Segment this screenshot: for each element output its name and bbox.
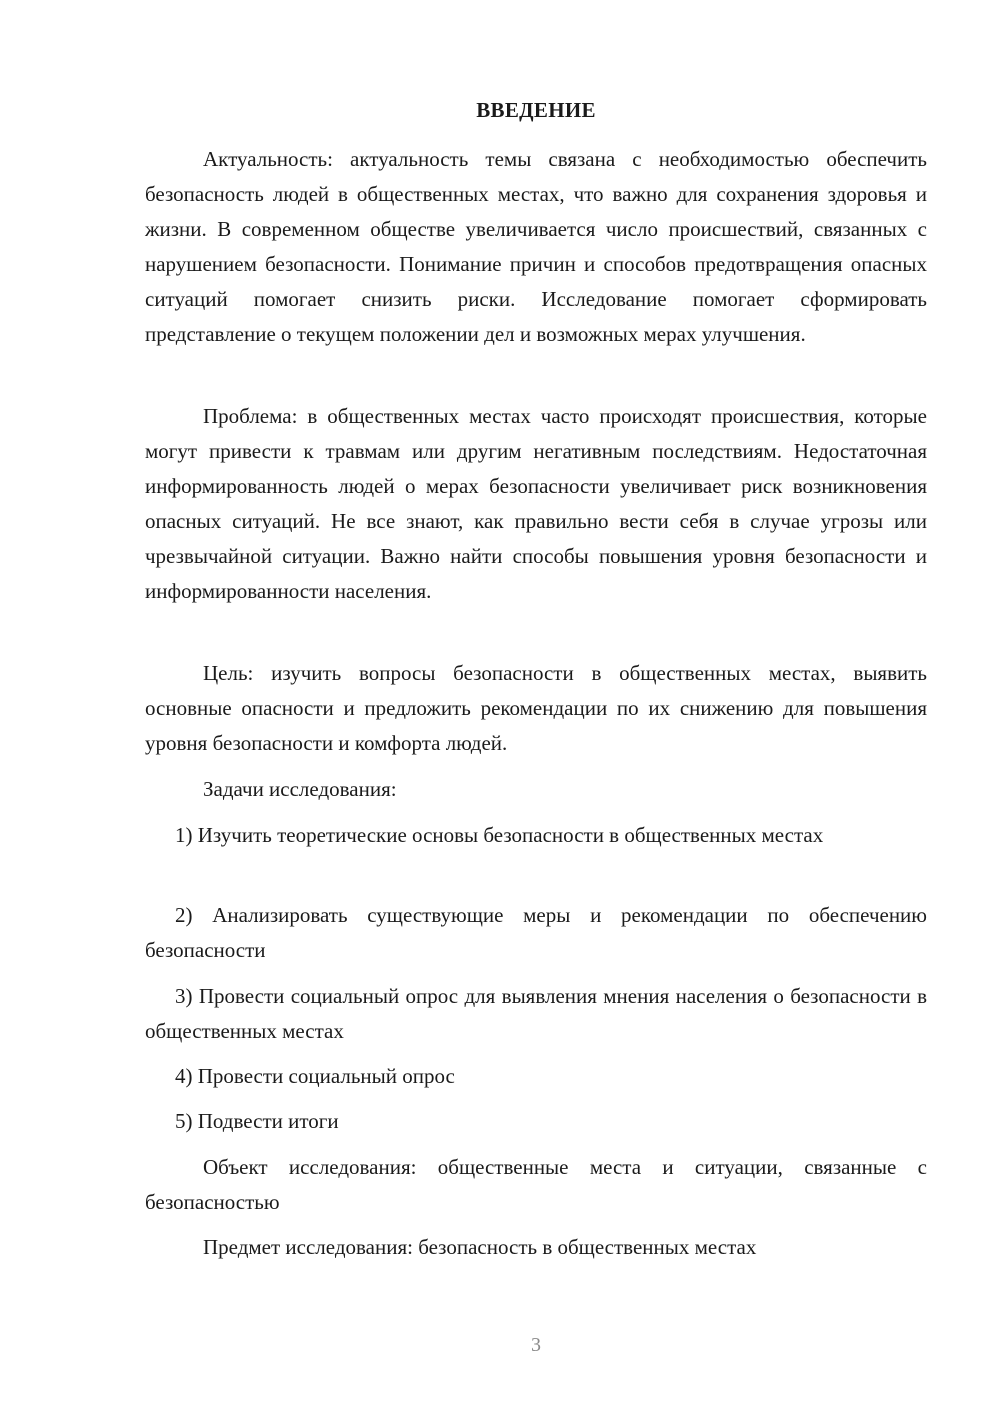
research-object-paragraph: Объект исследования: общественные места и ситуации, связанные с безопасностью [145, 1155, 927, 1214]
problem-paragraph: Проблема: в общественных местах часто происходят происшествия, которые могут привести к травмам или другим негативным последствиям. Недостаточная информированность людей о мерах безопасности увеличивает риск возникновения опасных ситуаций. Не все знают, как правильно вести себя в случае угрозы или чрезвычайной ситуации. Важно найти способы повышения уровня безопасности и информированности населения. [145, 404, 927, 603]
tasks-heading: Задачи исследования: [203, 777, 397, 801]
task-item-2: 2) Анализировать существующие меры и рекомендации по обеспечению безопасности [145, 903, 927, 962]
task-item-5: 5) Подвести итоги [175, 1109, 339, 1133]
task-item-4: 4) Провести социальный опрос [175, 1064, 455, 1088]
task-item-1: 1) Изучить теоретические основы безопасности в общественных местах [175, 823, 824, 847]
relevance-paragraph: Актуальность: актуальность темы связана с необходимостью обеспечить безопасность людей в общественных местах, что важно для сохранения здоровья и жизни. В современном обществе увеличивается число происшествий, связанных с нарушением безопасности. Понимание причин и способов предотвращения опасных ситуаций помогает снизить риски. Исследование помогает сформировать представление о текущем положении дел и возможных мерах улучшения. [145, 147, 927, 346]
page-title: ВВЕДЕНИЕ [476, 98, 596, 122]
task-item-3: 3) Провести социальный опрос для выявления мнения населения о безопасности в общественных местах [145, 984, 927, 1043]
research-subject-paragraph: Предмет исследования: безопасность в общественных местах [203, 1235, 757, 1259]
page-number: 3 [531, 1334, 541, 1356]
goal-paragraph: Цель: изучить вопросы безопасности в общественных местах, выявить основные опасности и предложить рекомендации по их снижению для повышения уровня безопасности и комфорта людей. [145, 661, 927, 755]
